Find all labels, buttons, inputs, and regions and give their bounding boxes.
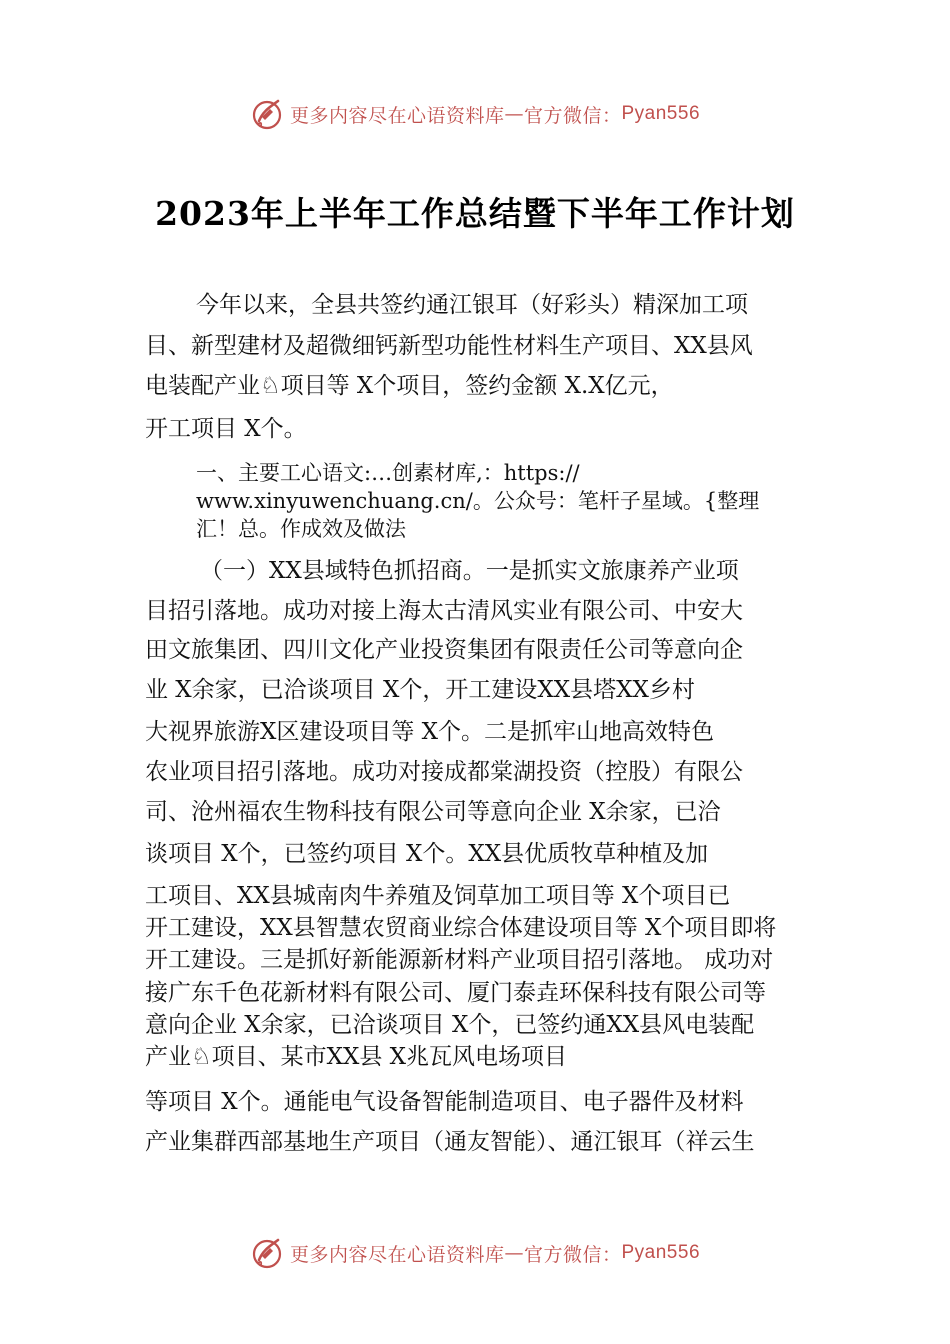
text-line: 产业♘项目、某市XX县 X兆瓦风电场项目 bbox=[145, 1044, 568, 1070]
pen-swirl-icon bbox=[250, 97, 284, 131]
text-line: www.xinyuwenchuang.cn/。公众号：笔杆子星域。{整理 bbox=[196, 489, 760, 513]
text-line: 意向企业 X余家，已洽谈项目 X个，已签约通XX县风电装配 bbox=[145, 1012, 755, 1038]
document-title: 2023年上半年工作总结暨下半年工作计划 bbox=[155, 194, 795, 233]
text-line: 田文旅集团、四川文化产业投资集团有限责任公司等意向企 bbox=[145, 637, 743, 663]
banner-separator: — bbox=[504, 1242, 524, 1264]
text-line: 目、新型建材及超微细钙新型功能性材料生产项目、XX县风 bbox=[145, 333, 753, 359]
banner-handle: Pyan556 bbox=[621, 1242, 701, 1263]
text-line: 工项目、XX县城南肉牛养殖及饲草加工项目等 X个项目已 bbox=[145, 883, 731, 909]
banner-brand: 更多内容尽在心语资料库 bbox=[289, 104, 505, 127]
text-line: 今年以来，全县共签约通江银耳（好彩头）精深加工项 bbox=[196, 292, 748, 318]
text-line: 农业项目招引落地。成功对接成都棠湖投资（控股）有限公 bbox=[145, 759, 743, 785]
banner-brand: 更多内容尽在心语资料库 bbox=[289, 1243, 505, 1266]
banner-handle: Pyan556 bbox=[621, 103, 701, 124]
banner-label: 官方微信： bbox=[523, 104, 622, 127]
text-line: 开工建设。三是抓好新能源新材料产业项目招引落地。 成功对 bbox=[145, 947, 774, 973]
text-line: （一）XX县域特色抓招商。一是抓实文旅康养产业项 bbox=[200, 558, 739, 584]
text-line: 产业集群西部基地生产项目（通友智能）、通江银耳（祥云生 bbox=[145, 1129, 755, 1155]
text-line: 开工建设，XX县智慧农贸商业综合体建设项目等 X个项目即将 bbox=[145, 915, 777, 941]
text-line: 电装配产业♘项目等 X个项目，签约金额 X.X亿元， bbox=[145, 373, 674, 399]
text-line: 开工项目 X个。 bbox=[145, 416, 307, 442]
pen-swirl-icon bbox=[250, 1236, 284, 1270]
text-line: 接广东千色花新材料有限公司、厦门泰垚环保科技有限公司等 bbox=[145, 980, 766, 1006]
text-line: 一、主要工心语文:…创素材库,：https:// bbox=[196, 461, 580, 485]
banner-separator: — bbox=[504, 103, 524, 125]
banner-label: 官方微信： bbox=[523, 1243, 622, 1266]
header-banner bbox=[0, 94, 950, 134]
text-line: 等项目 X个。通能电气设备智能制造项目、电子器件及材料 bbox=[145, 1089, 744, 1115]
text-line: 业 X余家，已洽谈项目 X个，开工建设XX县塔XX乡村 bbox=[145, 677, 695, 703]
text-line: 目招引落地。成功对接上海太古清风实业有限公司、中安大 bbox=[145, 598, 743, 624]
text-line: 司、沧州福农生物科技有限公司等意向企业 X余家，已洽 bbox=[145, 799, 721, 825]
text-line: 谈项目 X个，已签约项目 X个。XX县优质牧草种植及加 bbox=[145, 841, 709, 867]
text-line: 大视界旅游X区建设项目等 X个。二是抓牢山地高效特色 bbox=[145, 719, 715, 745]
text-line: 汇！总。作成效及做法 bbox=[196, 517, 406, 541]
footer-banner bbox=[0, 1233, 950, 1273]
